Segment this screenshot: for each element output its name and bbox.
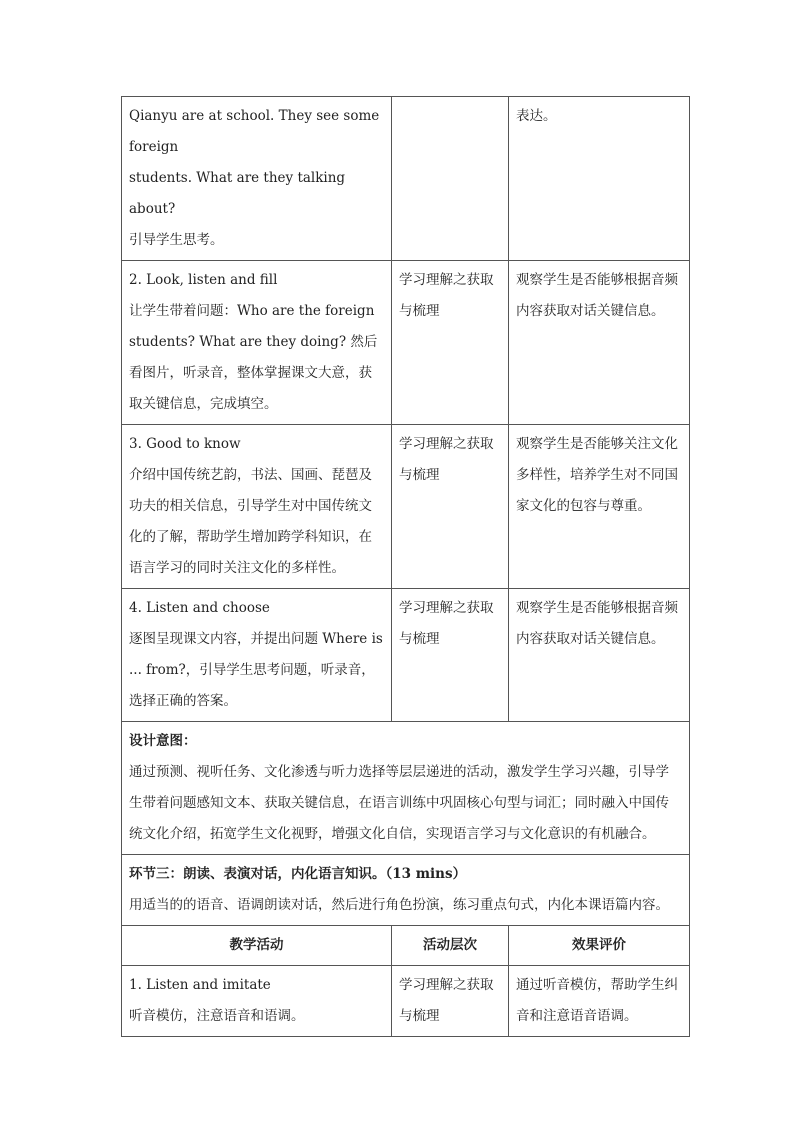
- evaluation-cell: 通过听音模仿，帮助学生纠音和注意语音语调。: [509, 966, 690, 1037]
- activity-line: students. What are they talking about?: [129, 170, 346, 217]
- evaluation-cell: 观察学生是否能够根据音频内容获取对话关键信息。: [509, 261, 690, 425]
- design-intent-text: 通过预测、视听任务、文化渗透与听力选择等层层递进的活动，激发学生学习兴趣，引导学生带着问题感知文本、获取关键信息，在语言训练中巩固核心句型与词汇；同时融入中国传统文化介绍，拓宽学生文化视野，增强文化自信，实现语言学习与文化意识的有机融合。: [129, 764, 669, 842]
- activity-title: 2. Look, listen and fill: [129, 272, 278, 288]
- table-row: [122, 261, 690, 425]
- activity-title: 3. Good to know: [129, 436, 241, 452]
- evaluation-cell: 观察学生是否能够关注文化多样性，培养学生对不同国家文化的包容与尊重。: [509, 425, 690, 589]
- activity-title: 4. Listen and choose: [129, 600, 270, 616]
- activity-line: 引导学生思考。: [129, 232, 224, 248]
- activity-cell: [122, 966, 392, 1037]
- level-cell: 学习理解之获取与梳理: [392, 261, 509, 425]
- table-row: [122, 589, 690, 722]
- activity-text: 让学生带着问题：Who are the foreign students? What are they doing? 然后看图片，听录音，整体掌握课文大意，获取关键信息，完成填空。: [129, 303, 378, 412]
- design-intent-cell: [122, 722, 690, 855]
- activity-title: 1. Listen and imitate: [129, 977, 271, 993]
- table-row: [122, 966, 690, 1037]
- activity-cell: [122, 261, 392, 425]
- header-activity: 教学活动: [122, 926, 392, 966]
- level-cell: [392, 97, 509, 261]
- design-intent-row: [122, 722, 690, 855]
- level-cell: 学习理解之获取与梳理: [392, 589, 509, 722]
- activity-cell: [122, 425, 392, 589]
- table-row: [122, 97, 690, 261]
- header-evaluation: 效果评价: [509, 926, 690, 966]
- activity-text: 介绍中国传统艺韵，书法、国画、琵琶及功夫的相关信息，引导学生对中国传统文化的了解，帮助学生增加跨学科知识，在语言学习的同时关注文化的多样性。: [129, 467, 372, 576]
- level-cell: 学习理解之获取与梳理: [392, 966, 509, 1037]
- design-intent-heading: 设计意图：: [129, 733, 197, 749]
- table-row: [122, 425, 690, 589]
- evaluation-cell: 表达。: [509, 97, 690, 261]
- lesson-plan-table: [121, 96, 690, 1037]
- section-three-heading: 环节三：朗读、表演对话，内化语言知识。（13 mins）: [129, 866, 467, 882]
- activity-cell: [122, 589, 392, 722]
- table-header-row: [122, 926, 690, 966]
- header-level: 活动层次: [392, 926, 509, 966]
- section-three-cell: [122, 855, 690, 926]
- activity-text: 逐图呈现课文内容，并提出问题 Where is ... from?，引导学生思考问题，听录音，选择正确的答案。: [129, 631, 383, 709]
- level-cell: 学习理解之获取与梳理: [392, 425, 509, 589]
- activity-text: 听音模仿，注意语音和语调。: [129, 1008, 305, 1024]
- evaluation-cell: 观察学生是否能够根据音频内容获取对话关键信息。: [509, 589, 690, 722]
- activity-cell: [122, 97, 392, 261]
- section-three-row: [122, 855, 690, 926]
- activity-line: Qianyu are at school. They see some foreign: [129, 108, 380, 155]
- section-three-text: 用适当的的语音、语调朗读对话，然后进行角色扮演，练习重点句式，内化本课语篇内容。: [129, 897, 669, 913]
